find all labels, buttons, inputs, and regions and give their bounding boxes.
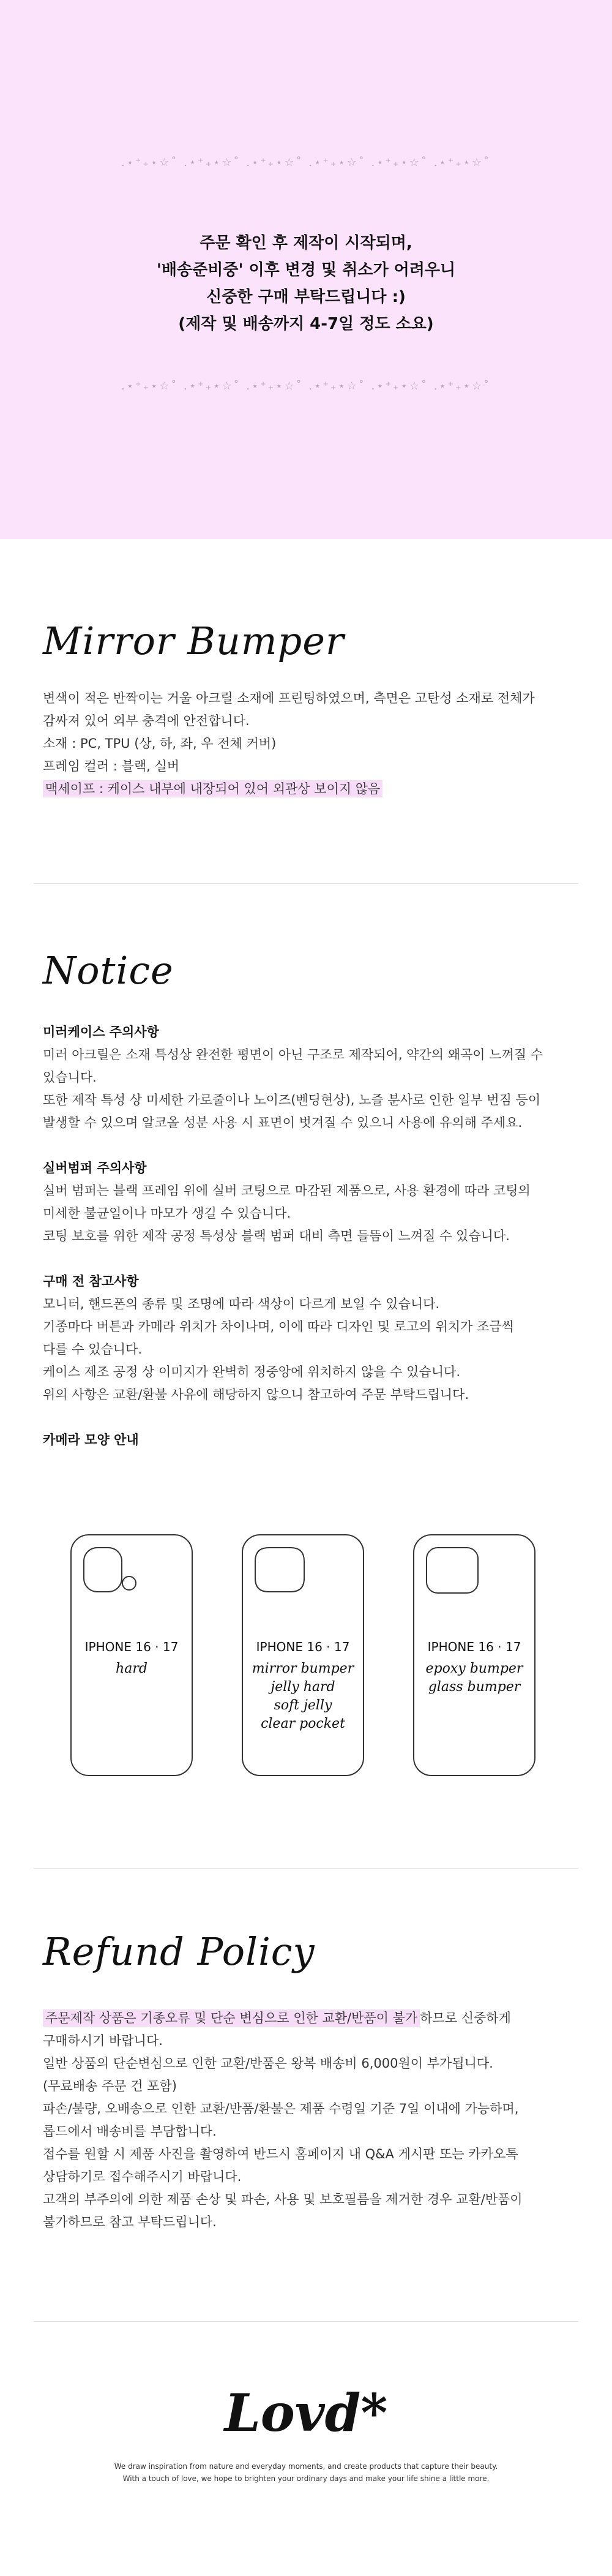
variant-name: hard [116,1661,147,1676]
section-heading: 미러케이스 주의사항 [43,1025,159,1039]
text-line: 프레임 컬러 : 블랙, 실버 [43,759,180,774]
text-line: 또한 제작 특성 상 미세한 가로줄이나 노이즈(벤딩현상), 노즐 분사로 인한 일부 번짐 등이 [43,1093,541,1107]
text-line: 기종마다 버튼과 카메라 위치가 차이나며, 이에 따라 디자인 및 로고의 위치가 조금씩 [43,1319,514,1334]
highlight: 주문제작 상품은 기종오류 및 단순 변심으로 인한 교환/반품이 불가 [43,2009,420,2027]
text-line: 불가하므로 참고 부탁드립니다. [43,2215,217,2229]
text-line: 소재 : PC, TPU (상, 하, 좌, 우 전체 커버) [43,736,277,751]
banner-line: (제작 및 배송까지 4-7일 정도 소요) [178,315,434,333]
banner-text [0,230,612,337]
text-line: 일반 상품의 단순변심으로 인한 교환/반품은 왕복 배송비 6,000원이 부가됩니다. [43,2056,493,2071]
text-line [43,2007,581,2030]
phone-case-epoxy [413,1534,536,1776]
order-notice-banner [0,0,612,539]
before-purchase-notes [43,1270,581,1406]
mirror-bumper-title: Mirror Bumper [43,619,345,663]
section-heading: 구매 전 참고사항 [43,1274,139,1289]
brand-tagline: We draw inspiration from nature and everyday moments, and create products that capture their beauty. [114,2462,498,2471]
text-line: 미세한 불균일이나 마모가 생길 수 있습니다. [43,1206,291,1221]
case-model-label: IPHONE 16 · 17 [256,1640,350,1654]
text-line: 실버 범퍼는 블랙 프레임 위에 실버 코팅으로 마감된 제품으로, 사용 환경에 따라 코팅의 [43,1183,531,1198]
variant-name: mirror bumper [252,1661,354,1676]
text-line: 있습니다. [43,1070,97,1085]
camera-cutout-icon [425,1546,480,1595]
camera-cutout-icon [254,1546,309,1595]
text-line: 다를 수 있습니다. [43,1342,143,1357]
brand-tagline: With a touch of love, we hope to brighten your ordinary days and make your life shine a little more. [122,2474,490,2483]
mirror-bumper-description [43,687,581,800]
text-line: 롭드에서 배송비를 부담합니다. [43,2124,217,2139]
mirror-case-caution [43,1021,581,1134]
text-line: 모니터, 핸드폰의 종류 및 조명에 따라 색상이 다르게 보일 수 있습니다. [43,1297,440,1311]
refund-policy-content [43,2007,581,2234]
text-line: 파손/불량, 오배송으로 인한 교환/반품/환불은 제품 수령일 기준 7일 이내에 가능하며, [43,2101,519,2116]
variant-name: jelly hard [271,1679,335,1695]
variant-name: glass bumper [428,1679,521,1695]
camera-cutout-icon [83,1546,138,1595]
text-line: 고객의 부주의에 의한 제품 손상 및 파손, 사용 및 보호필름을 제거한 경우 교환/반품이 [43,2192,523,2207]
variant-name: epoxy bumper [425,1661,523,1676]
text-line: 케이스 제조 공정 상 이미지가 완벽히 정중앙에 위치하지 않을 수 있습니다. [43,1365,461,1379]
case-model-label: IPHONE 16 · 17 [427,1640,521,1654]
star-decoration-top: .⋆⁺₊⋆☆˚ .⋆⁺₊⋆☆˚ .⋆⁺₊⋆☆˚ .⋆⁺₊⋆☆˚ .⋆⁺₊⋆☆˚ .⋆⁺₊⋆☆˚ [121,156,491,169]
text-line: 발생할 수 있으며 알코올 성분 사용 시 표면이 벗겨질 수 있으니 사용에 유의해 주세요. [43,1115,523,1130]
magsafe-note [43,778,581,800]
text-line: 상담하기로 접수해주시기 바랍니다. [43,2169,242,2184]
camera-shape-illustrations [0,1534,612,1779]
case-model-label: IPHONE 16 · 17 [84,1640,179,1654]
section-heading: 카메라 모양 안내 [43,1433,139,1447]
phone-case-hard [70,1534,193,1776]
case-variant-label [414,1660,534,1697]
banner-line: 신중한 구매 부탁드립니다 :) [206,288,406,306]
variant-name: clear pocket [261,1716,345,1731]
banner-line: 주문 확인 후 제작이 시작되며, [200,234,412,252]
text-line: 구매하시기 바랍니다. [43,2033,163,2048]
brand-logo: Lovd* [224,2382,388,2443]
phone-case-bumper [242,1534,364,1776]
highlight: 맥세이프 : 케이스 내부에 내장되어 있어 외관상 보이지 않음 [43,780,382,797]
text-line: 접수를 원할 시 제품 사진을 촬영하여 반드시 홈페이지 내 Q&A 게시판 또는 카카오톡 [43,2147,518,2161]
notice-content [43,1021,581,1474]
case-variant-label [243,1660,363,1733]
text-line: 변색이 적은 반짝이는 거울 아크릴 소재에 프린팅하였으며, 측면은 고탄성 소재로 전체가 [43,691,535,706]
case-variant-label [72,1660,192,1678]
text-line: 코팅 보호를 위한 제작 공정 특성상 블랙 범퍼 대비 측면 들뜸이 느껴질 수 있습니다. [43,1229,510,1243]
silver-bumper-caution [43,1157,581,1248]
divider [34,1868,578,1869]
text-line: 감싸져 있어 외부 충격에 안전합니다. [43,714,250,728]
divider [34,2321,578,2322]
text-line: 위의 사항은 교환/환불 사유에 해당하지 않으니 참고하여 주문 부탁드립니다. [43,1387,469,1402]
variant-name: soft jelly [274,1698,332,1713]
notice-title: Notice [43,948,174,993]
text-fragment: 하므로 신중하게 [420,2011,511,2025]
text-line: 미러 아크릴은 소재 특성상 완전한 평면이 아닌 구조로 제작되어, 약간의 왜곡이 느껴질 수 [43,1047,543,1062]
camera-shape-guide [43,1429,581,1452]
text-line: (무료배송 주문 건 포함) [43,2079,177,2093]
star-decoration-bottom: .⋆⁺₊⋆☆˚ .⋆⁺₊⋆☆˚ .⋆⁺₊⋆☆˚ .⋆⁺₊⋆☆˚ .⋆⁺₊⋆☆˚ .⋆⁺₊⋆☆˚ [121,380,491,393]
section-heading: 실버범퍼 주의사항 [43,1161,147,1175]
divider [34,883,578,884]
banner-line: '배송준비중' 이후 변경 및 취소가 어려우니 [156,261,456,279]
refund-policy-title: Refund Policy [43,1929,315,1974]
